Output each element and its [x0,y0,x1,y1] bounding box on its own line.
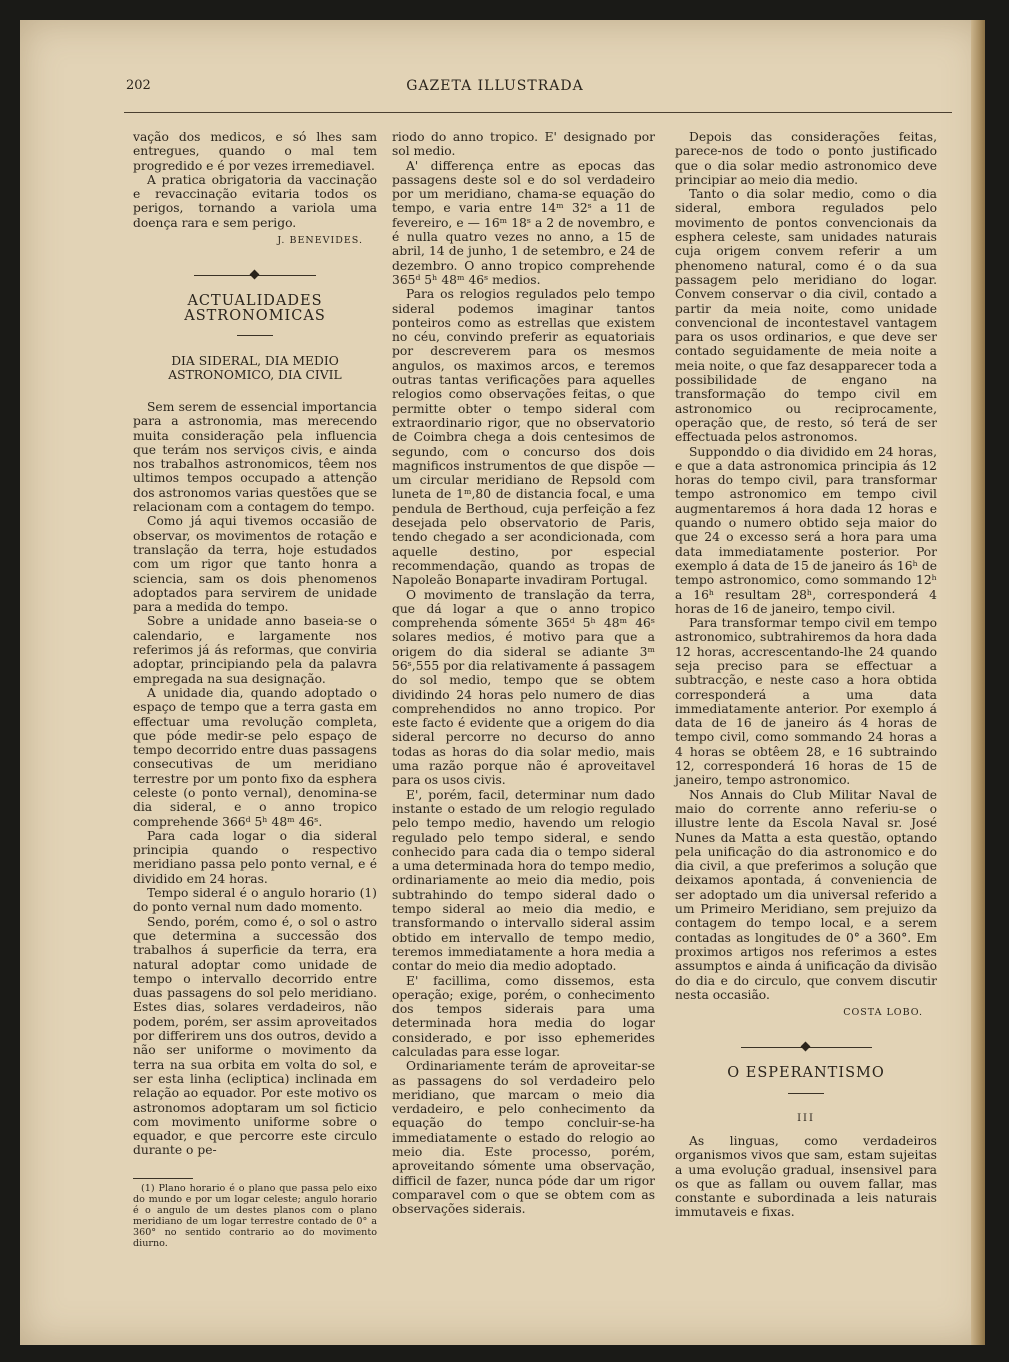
running-head [20,78,970,98]
paragraph: Como já aqui tivemos occasião de observar, os movimentos de rotação e translação da terra, hoje estudados com um rigor que tanto honra a sciencia, sam os dois phenomenos adoptados para servirem de unidade para a medida do tempo. [133,514,377,615]
paragraph: Sendo, porém, como é, o sol o astro que determina a successão dos trabalhos á superficie da terra, era natural adoptar como unidade de tempo o intervallo decorrido entre duas passagens do sol pelo meridiano. Estes dias, solares verdadeiros, não podem, porém, ser assim aproveitados por differirem uns dos outros, devido a não ser uniforme o movimento da terra na sua orbita em volta do sol, e ser esta linha (ecliptica) inclinada em relação ao equador. Por este motivo os astronomos adoptaram um sol ficticio com movimento uniforme sobre o equador, e que percorre este circulo durante o pe- [133,914,377,1158]
divider [788,1093,824,1094]
section-ornament [133,268,377,282]
paragraph: Sem serem de essencial importancia para a astronomia, mas merecendo muita consideração pela influencia que terám nos serviços civis, e ainda nos trabalhos astronomicos, têem nos ultimos tempos occupado a attenção dos astronomos varias questões que se relacionam com a contagem do tempo. [133,399,377,515]
paragraph: O movimento de translação da terra, que dá logar a que o anno tropico comprehenda sómente 365ᵈ 5ʰ 48ᵐ 46ˢ solares medios, é motivo para que a origem do dia sideral se adiante 3ᵐ 56ˢ,555 por dia relativamente á passagem do sol medio, tempo que se obtem dividindo 24 horas pelo numero de dias comprehendidos no anno tropico. Por este facto é evidente que a origem do dia sideral percorre no decurso do anno todas as horas do dia solar medio, mais uma razão porque não é aproveitavel para os usos civis. [392,587,655,788]
paragraph: Para cada logar o dia sideral principia quando o respectivo meridiano passa pelo ponto vernal, e é dividido em 24 horas. [133,828,377,886]
masthead-title: GAZETA ILLUSTRADA [406,78,584,94]
paragraph: A pratica obrigatoria da vaccinação e revaccinação evitaria todos os perigos, tornando a variola uma doença rara e sem perigo. [133,172,377,230]
article-subheading: DIA SIDERAL, DIA MEDIO ASTRONOMICO, DIA CIVIL [168,353,342,382]
section-title: ACTUALIDADES ASTRONOMICAS [184,293,326,324]
diamond-icon [801,1042,811,1052]
section-ornament [675,1040,937,1054]
paragraph: Depois das considerações feitas, parece-nos de todo o ponto justificado que o dia solar medio astronomico deve principiar ao meio dia medio. [675,130,937,187]
footnote-text: (1) Plano horario é o plano que passa pelo eixo do mundo e por um logar celeste; angulo horario é o angulo de um destes planos com o plano meridiano de um logar terrestre contado de 0° a 360° no sentido contrario ao do movimento diurno. [133,1183,377,1249]
paragraph: Para os relogios regulados pelo tempo sideral podemos imaginar tantos ponteiros como as estrellas que existem no céu, convindo preferir as equatoriais por descreverem para os mesmos angulos, os maximos arcos, e teremos outras tantas verificações para aquelles relogios como observações feitas, o que permitte obter o tempo sideral com extraordinario rigor, que no observatorio de Coimbra chega a dois centesimos de segundo, com o concurso dos dois magnificos instrumentos de que dispõe — um circular meridiano de Repsold com luneta de 1ᵐ,80 de distancia focal, e uma pendula de Berthoud, cuja perfeição a fez desejada pelo observatorio de Paris, tendo chegado a ser acondicionada, com aquelle destino, por especial recommendação, quando as tropas de Napoleão Bonaparte invadiram Portugal. [392,287,655,588]
newspaper-page [20,20,985,1345]
footnote [133,1183,377,1249]
divider [237,335,273,336]
column-1 [133,130,377,1158]
paragraph: Supponddo o dia dividido em 24 horas, e que a data astronomica principia ás 12 horas do tempo civil, para transformar tempo astronomico em tempo civil augmentaremos á hora dada 12 horas e quando o numero obtido seja maior do que 24 o excesso será a hora para uma data immediatamente posterior. Por exemplo á data de 15 de janeiro ás 16ʰ de tempo astronomico, como sommando 12ʰ a 16ʰ resultam 28ʰ, corresponderá 4 horas de 16 de janeiro, tempo civil. [675,444,937,616]
column-3 [675,130,937,1220]
paragraph: As linguas, como verdadeiros organismos vivos que sam, estam sujeitas a uma evolução gradual, insensivel para os que as fallam ou ouvem fallar, mas constante e subordinada a leis naturais immutaveis e fixas. [675,1134,937,1220]
column-2 [392,130,655,1217]
paragraph: Tanto o dia solar medio, como o dia sideral, embora regulados pelo movimento de pontos convencionais da esphera celeste, sam unidades naturais cuja origem convem referir a um phenomeno natural, como é o da sua passagem pelo meridiano do logar. Convem conservar o dia civil, contado a partir da meia noite, como unidade convencional de incontestavel vantagem para os usos ordinarios, e que deve ser contado seguidamente de meia noite a meia noite, o que faz desapparecer toda a possibilidade de engano na transformação do tempo civil em astronomico ou reciprocamente, operação que, de resto, só terá de ser effectuada pelos astronomos. [675,187,937,445]
page-number: 202 [126,78,151,93]
header-rule [124,112,952,113]
paragraph: A' differença entre as epocas das passagens deste sol e do sol verdadeiro por um meridiano, chama-se equação do tempo, e varia entre 14ᵐ 32ˢ a 11 de fevereiro, e — 16ᵐ 18ˢ a 2 de novembro, e é nulla quatro vezes no anno, a 15 de abril, 14 de junho, 1 de setembro, e 24 de dezembro. O anno tropico comprehende 365ᵈ 5ʰ 48ᵐ 46ˢ medios. [392,158,655,287]
paragraph: Nos Annais do Club Militar Naval de maio do corrente anno referiu-se o illustre lente da Escola Naval sr. José Nunes da Matta a esta questão, optando pela unificação do dia astronomico e do dia civil, a que preferimos a solução que deixamos apontada, á conveniencia de ser adoptado um dia universal referido a um Primeiro Meridiano, sem prejuizo da contagem do tempo local, e a serem contadas as longitudes de 0° a 360°. Em proximos artigos nos referimos a estes assumptos e ainda á unificação da divisão do dia e do circulo, que convem discutir nesta occasião. [675,787,937,1002]
paragraph: Ordinariamente terám de aproveitar-se as passagens do sol verdadeiro pelo meridiano, que marcam o meio dia verdadeiro, e pelo conhecimento da equação do tempo concluir-se-ha immediatamente o estado do relogio ao meio dia. Este processo, porém, aproveitando sómente uma observação, difficil de fazer, nunca póde dar um rigor comparavel com o que se obtem com as observações siderais. [392,1059,655,1217]
paragraph: E' facillima, como dissemos, esta operação; exige, porém, o conhecimento dos tempos siderais para uma determinada hora media do logar considerado, e por isso ephemerides calculadas para esse logar. [392,973,655,1059]
paragraph: riodo do anno tropico. E' designado por sol medio. [392,130,655,159]
author-signature: J. BENEVIDES. [277,235,363,247]
paragraph: E', porém, facil, determinar num dado instante o estado de um relogio regulado pelo tempo medio, havendo um relogio regulado pelo tempo sideral, e sendo conhecido para cada dia o tempo sideral a uma determinada hora do tempo medio, ordinariamente ao meio dia medio, pois subtrahindo do tempo sideral dado o tempo sideral ao meio dia medio, e transformando o intervallo sideral assim obtido em intervallo de tempo medio, teremos immediatamente a hora media a contar do meio dia medio adoptado. [392,787,655,974]
page-spine [971,20,985,1345]
footnote-rule [133,1178,193,1179]
chapter-number: III [797,1112,815,1124]
paragraph: Tempo sideral é o angulo horario (1) do ponto vernal num dado momento. [133,886,377,915]
paragraph: A unidade dia, quando adoptado o espaço de tempo que a terra gasta em effectuar uma revolução completa, que póde medir-se pelo espaço de tempo decorrido entre duas passagens consecutivas de um meridiano terrestre por um ponto fixo da esphera celeste (o ponto vernal), denomina-se dia sideral, e o anno tropico comprehende 366ᵈ 5ʰ 48ᵐ 46ˢ. [133,685,377,829]
author-signature: COSTA LOBO. [843,1007,923,1019]
paragraph: Sobre a unidade anno baseia-se o calendario, e largamente nos referimos já ás reformas, que conviria adoptar, principiando pela da palavra empregada na sua designação. [133,614,377,686]
paragraph: vação dos medicos, e só lhes sam entregues, quando o mal tem progredido e é por vezes irremediavel. [133,130,377,173]
section-title: O ESPERANTISMO [727,1065,885,1082]
diamond-icon [250,270,260,280]
paragraph: Para transformar tempo civil em tempo astronomico, subtrahiremos da hora dada 12 horas, accrescentando-lhe 24 quando seja preciso para se effectuar a subtracção, e neste caso a hora obtida corresponderá a uma data immediatamente anterior. Por exemplo á data de 16 de janeiro ás 4 horas de tempo civil, como sommando 24 horas a 4 horas se obtêem 28, e 16 subtraindo 12, corresponderá 16 horas de 15 de janeiro, tempo astronomico. [675,616,937,788]
